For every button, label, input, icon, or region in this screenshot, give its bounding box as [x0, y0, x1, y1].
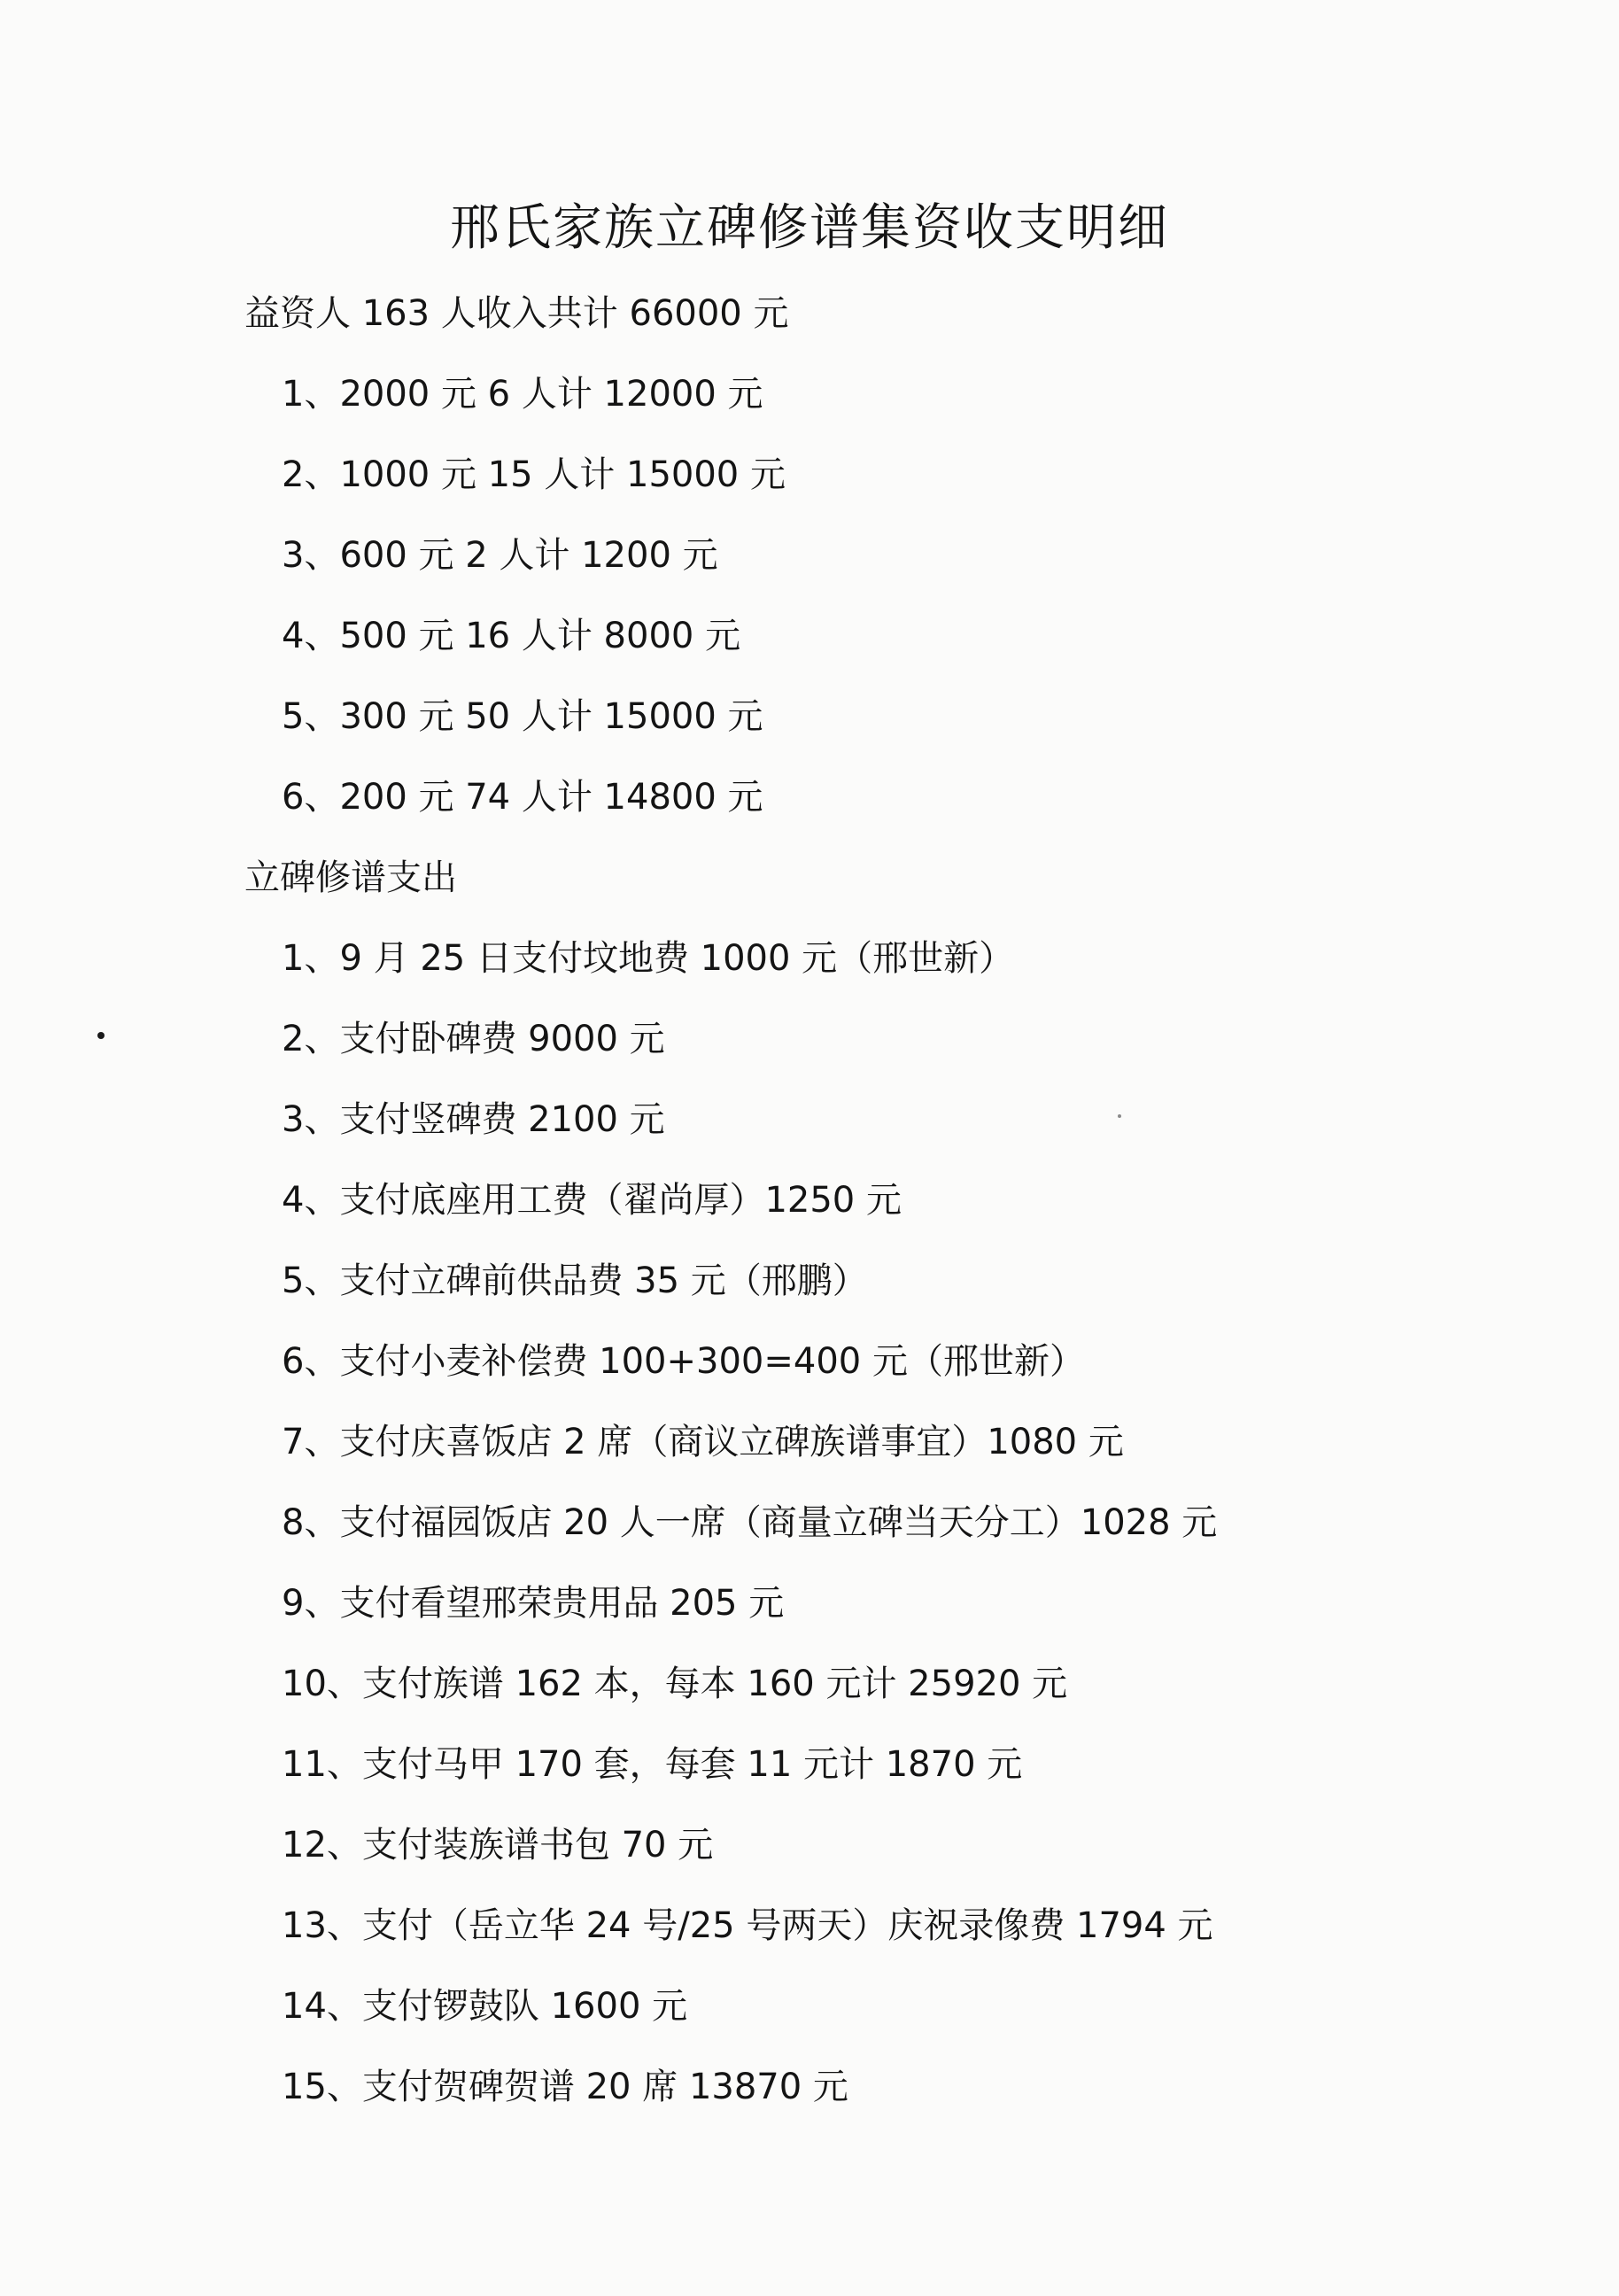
expense-item: 4、支付底座用工费（翟尚厚）1250 元 [282, 1180, 902, 1221]
document-title: 邢氏家族立碑修谱集资收支明细 [450, 199, 1169, 257]
income-item: 1、2000 元 6 人计 12000 元 [282, 374, 763, 415]
income-heading: 益资人 163 人收入共计 66000 元 [244, 293, 789, 334]
income-item: 3、600 元 2 人计 1200 元 [282, 535, 718, 576]
expense-item: 1、9 月 25 日支付坟地费 1000 元（邢世新） [282, 938, 1015, 979]
expense-item: 6、支付小麦补偿费 100+300=400 元（邢世新） [282, 1341, 1085, 1382]
expense-item: 7、支付庆喜饭店 2 席（商议立碑族谱事宜）1080 元 [282, 1422, 1124, 1462]
expense-item: 12、支付装族谱书包 70 元 [282, 1825, 714, 1866]
income-item: 4、500 元 16 人计 8000 元 [282, 616, 741, 656]
scan-speck [97, 1032, 105, 1039]
income-item: 2、1000 元 15 人计 15000 元 [282, 454, 786, 495]
income-item: 6、200 元 74 人计 14800 元 [282, 777, 763, 818]
expense-item: 8、支付福园饭店 20 人一席（商量立碑当天分工）1028 元 [282, 1502, 1218, 1543]
scan-speck [1118, 1114, 1121, 1118]
expense-heading: 立碑修谱支出 [244, 857, 457, 898]
expense-item: 14、支付锣鼓队 1600 元 [282, 1986, 688, 2027]
income-item: 5、300 元 50 人计 15000 元 [282, 696, 763, 737]
expense-item: 13、支付（岳立华 24 号/25 号两天）庆祝录像费 1794 元 [282, 1905, 1213, 1946]
expense-item: 9、支付看望邢荣贵用品 205 元 [282, 1583, 785, 1624]
expense-item: 2、支付卧碑费 9000 元 [282, 1019, 665, 1059]
expense-item: 11、支付马甲 170 套，每套 11 元计 1870 元 [282, 1744, 1023, 1785]
expense-item: 15、支付贺碑贺谱 20 席 13870 元 [282, 2067, 848, 2107]
expense-item: 5、支付立碑前供品费 35 元（邢鹏） [282, 1260, 868, 1301]
expense-item: 10、支付族谱 162 本，每本 160 元计 25920 元 [282, 1664, 1068, 1704]
expense-item: 3、支付竖碑费 2100 元 [282, 1099, 665, 1140]
